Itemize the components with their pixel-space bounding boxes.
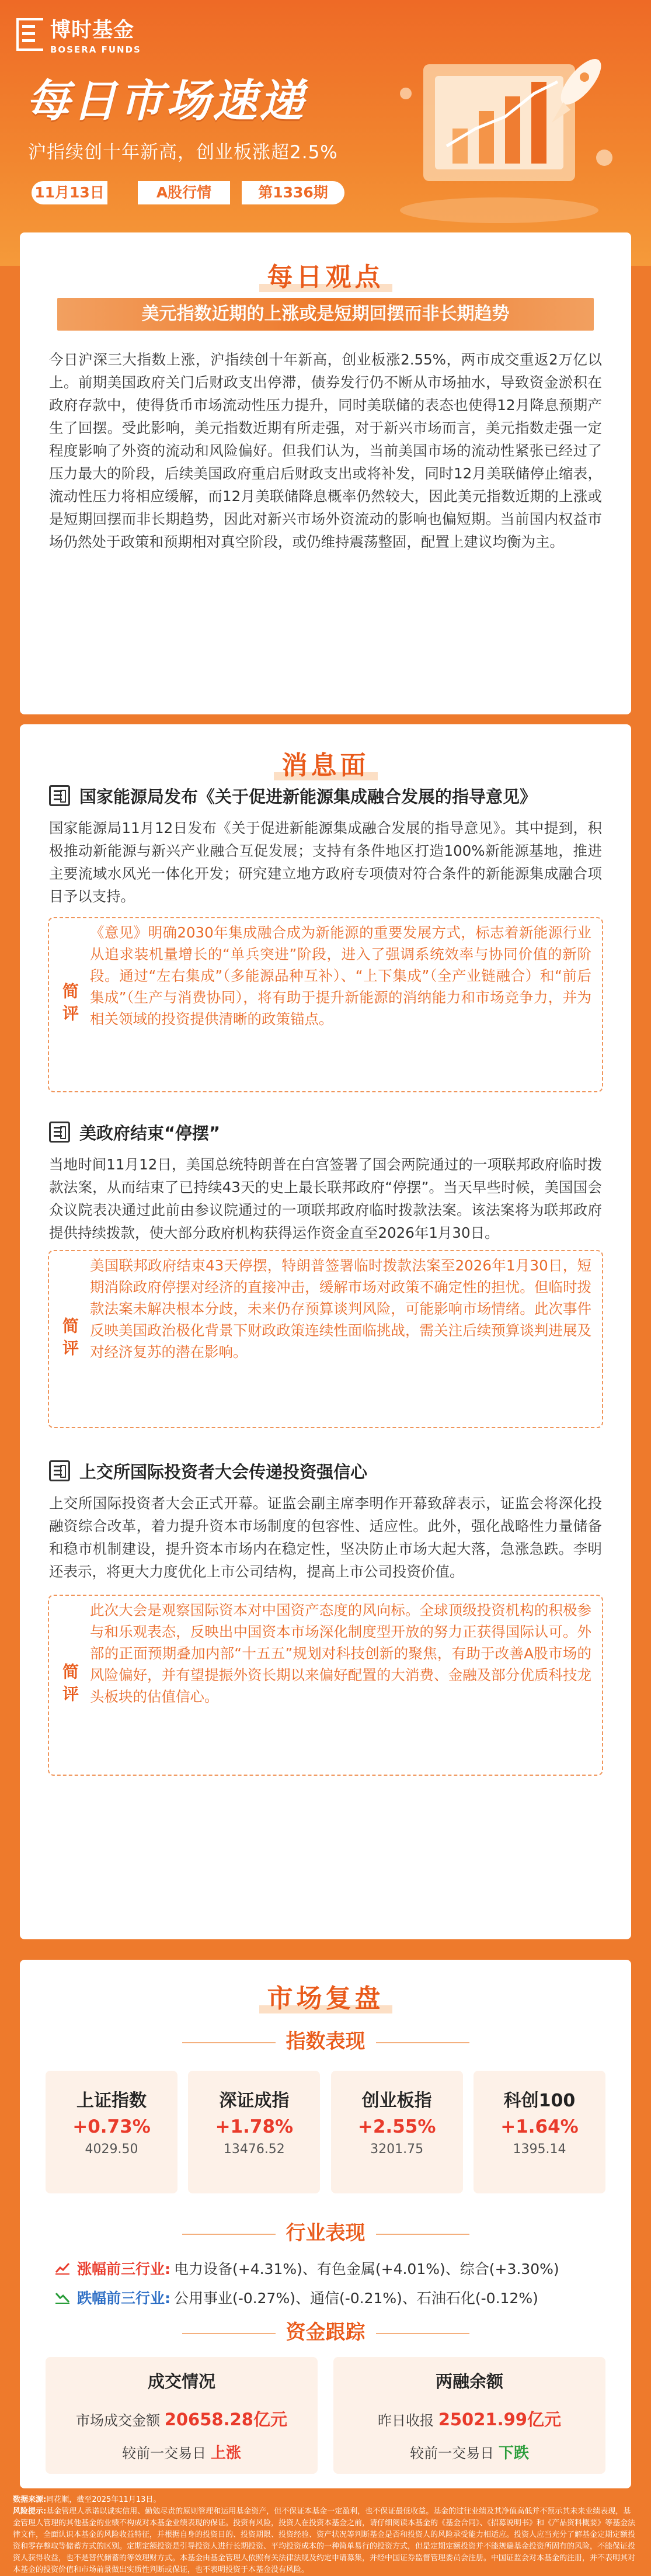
news-title: 消息面	[282, 744, 370, 782]
index-value: 1395.14	[513, 2142, 566, 2157]
industry-top-row	[55, 2258, 608, 2279]
turnover-value: 20658.28亿元	[164, 2410, 287, 2429]
index-change: +1.78%	[215, 2116, 294, 2137]
industry-subtitle: 行业表现	[20, 2217, 631, 2245]
logo-cn: 博时基金	[50, 19, 135, 42]
turnover-card: 成交情况 市场成交金额 20658.28亿元 较前一交易日 上涨	[46, 2357, 318, 2474]
turnover-compare: 上涨	[210, 2445, 241, 2462]
bosera-logo-icon	[16, 18, 43, 51]
news-item-1-body: 国家能源局11月12日发布《关于促进新能源集成融合发展的指导意见》。其中提到，积极推动新能源与新兴产业融合互促发展；支持有条件地区打造100%新能源基地，推进主要流域水风光一体化开发；研究建立地方政府专项债对符合条件的新能源集成融合项目予以支持。	[49, 820, 602, 905]
comment-text: 《意见》明确2030年集成融合成为新能源的重要发展方式，标志着新能源行业从追求装机量增长的“单兵突进”阶段，进入了强调系统效率与协同价值的新阶段。通过“左右集成”（多能源品种互补）、“上下集成”（全产业链融合）和“前后集成”（生产与消费协同），将有助于提升新能源的消纳能力和市场竞争力，并为相关领域的投资提供清晰的政策锚点。	[90, 924, 591, 1027]
logo-en: BOSERA FUNDS	[50, 44, 141, 55]
rocket-chart-illustration-icon	[382, 41, 628, 234]
page-title: 每日市场速递	[26, 75, 306, 127]
comment-tag: 简评	[60, 1317, 79, 1362]
capital-subtitle: 资金跟踪	[20, 2316, 631, 2345]
news-panel	[20, 724, 631, 1939]
index-cards	[46, 2071, 605, 2193]
comment-text: 美国联邦政府结束43天停摆，特朗普签署临时拨款法案至2026年1月30日，短期消除政府停摆对经济的直接冲击，缓解市场对政策不确定性的担忧。但临时拨款法案未解决根本分歧，未来仍存预算谈判风险，可能影响市场情绪。此次事件反映美国政治极化背景下财政政策连续性面临挑战，需关注后续预算谈判进展及对经济复苏的潜在影响。	[90, 1257, 591, 1360]
index-change: +2.55%	[357, 2116, 436, 2137]
news-item-3-body: 上交所国际投资者大会正式开幕。证监会副主席李明作开幕致辞表示，证监会将深化投融资综合改革，着力提升资本市场制度的包容性、适应性。此外，强化战略性力量储备和稳市机制建设，提升资本市场内在稳定性，坚决防止市场大起大落，急涨急跌。李明还表示，将更大力度优化上市公司结构，提高上市公司投资价值。	[49, 1495, 602, 1580]
news-item-1-title: 国家能源局发布《关于促进新能源集成融合发展的指导意见》	[49, 778, 608, 813]
margin-card: 两融余额 昨日收报 25021.99亿元 较前一交易日 下跌	[333, 2357, 605, 2474]
source-text: 同花顺，截至2025年11月13日。	[46, 2495, 161, 2504]
trend-up-icon	[55, 2262, 70, 2275]
market-panel	[20, 1960, 631, 2488]
market-badge: A股行情	[138, 181, 230, 204]
risk-label: 风险提示:	[13, 2507, 47, 2516]
index-value: 3201.75	[370, 2142, 424, 2157]
page-header	[0, 0, 651, 266]
daily-view-panel	[20, 232, 631, 714]
news-icon	[49, 1122, 70, 1143]
news-item-2-comment	[48, 1250, 603, 1428]
page-subtitle: 沪指续创十年新高，创业板涨超2.5%	[28, 142, 338, 163]
daily-view-headline: 美元指数近期的上涨或是短期回摆而非长期趋势	[57, 298, 594, 331]
index-card: 深证成指 +1.78% 13476.52	[188, 2071, 320, 2193]
industry-bottom-label: 跌幅前三行业:	[77, 2290, 170, 2307]
news-icon	[49, 1460, 70, 1481]
daily-view-title: 每日观点	[267, 256, 384, 293]
capital-cards	[46, 2357, 605, 2474]
risk-text: 基金管理人承诺以诚实信用、勤勉尽责的原则管理和运用基金资产，但不保证本基金一定盈利，也不保证最低收益。基金的过往业绩及其净值高低并不预示其未来业绩表现，基金管理人管理的其他基金的业绩不构成对本基金业绩表现的保证。投资有风险，投资人在投资本基金之前，请仔细阅读本基金的《基金合同》、《招募说明书》和《产品资料概要》等基金法律文件，全面认识本基金的风险收益特征，并根据自身的投资目的、投资期限、投资经验、资产状况等判断基金是否和投资人的风险承受能力相适应。投资人应当充分了解基金定期定额投资和零存整取等储蓄方式的区别。定期定额投资是引导投资人进行长期投资、平均投资成本的一种简单易行的投资方式，但是定期定额投资并不能规避基金投资所固有的风险，不能保证投资人获得收益，也不是替代储蓄的等效理财方式。本基金由基金管理人依照有关法律法规及约定申请募集，并经中国证券监督管理委员会注册。中国证监会对本基金的注册，并不表明其对本基金的投资价值和市场前景做出实质性判断或保证，也不表明投资于本基金没有风险。	[13, 2507, 636, 2574]
index-card: 科创100 +1.64% 1395.14	[474, 2071, 605, 2193]
news-item-2-body: 当地时间11月12日，美国总统特朗普在白宫签署了国会两院通过的一项联邦政府临时拨款法案，从而结束了已持续43天的史上最长联邦政府“停摆”。当天早些时候，美国国会众议院表决通过此前由参议院通过的一项联邦政府临时拨款法案。该法案将为联邦政府提供持续拨款，使大部分政府机构获得运作资金直至2026年1月30日。	[49, 1156, 602, 1241]
trend-down-icon	[55, 2291, 70, 2304]
news-item-3-comment	[48, 1595, 603, 1776]
margin-compare: 下跌	[498, 2445, 529, 2462]
industry-top-text: 电力设备(+4.31%)、有色金属(+4.01%)、综合(+3.30%)	[174, 2261, 559, 2278]
index-change: +0.73%	[72, 2116, 151, 2137]
industry-bottom-text: 公用事业(-0.27%)、通信(-0.21%)、石油石化(-0.12%)	[174, 2290, 538, 2307]
comment-tag: 简评	[60, 1663, 79, 1707]
industry-bottom-row	[55, 2287, 608, 2308]
market-title: 市场复盘	[267, 1977, 384, 2015]
index-card: 上证指数 +0.73% 4029.50	[46, 2071, 177, 2193]
comment-tag: 简评	[60, 983, 79, 1027]
margin-value: 25021.99亿元	[438, 2410, 561, 2429]
index-value: 4029.50	[85, 2142, 138, 2157]
news-icon	[49, 785, 70, 806]
issue-badge: 第1336期	[242, 181, 344, 204]
brand-logo	[16, 14, 141, 55]
comment-text: 此次大会是观察国际资本对中国资产态度的风向标。全球顶级投资机构的积极参与和乐观表态，反映出中国资本市场深化制度型开放的努力正获得国际认可。外部的正面预期叠加内部“十五五”规划对科技创新的聚焦，有助于改善A股市场的风险偏好，并有望提振外资长期以来偏好配置的大消费、金融及部分优质科技龙头板块的估值信心。	[90, 1602, 591, 1705]
news-item-3-title: 上交所国际投资者大会传递投资强信心	[49, 1453, 608, 1488]
daily-view-body: 今日沪深三大指数上涨，沪指续创十年新高，创业板涨2.55%，两市成交重返2万亿以上。前期美国政府关门后财政支出停滞，债券发行仍不断从市场抽水，导致资金淤积在政府存款中，使得货币市场流动性压力提升，同时美联储的表态也使得12月降息预期产生了回摆。受此影响，美元指数近期有所走强，对于新兴市场而言，美元指数走强一定程度影响了外资的流动和风险偏好。但我们认为，当前美国市场的流动性紧张已经过了压力最大的阶段，后续美国政府重启后财政支出或将补发，同时12月美联储停止缩表，流动性压力将相应缓解，而12月美联储降息概率仍然较大，因此美元指数近期的上涨或是短期回摆而非长期趋势，因此对新兴市场外资流动的影响也偏短期。当前国内权益市场仍然处于政策和预期相对真空阶段，或仍维持震荡整固，配置上建议均衡为主。	[49, 351, 602, 550]
disclaimer-footer	[13, 2494, 638, 2576]
news-item-2-title: 美政府结束“停摆”	[49, 1115, 608, 1150]
date-badge: 11月13日	[32, 181, 107, 204]
news-item-1-comment	[48, 917, 603, 1092]
index-card: 创业板指 +2.55% 3201.75	[331, 2071, 463, 2193]
source-label: 数据来源:	[13, 2495, 47, 2504]
index-subtitle: 指数表现	[20, 2025, 631, 2054]
industry-top-label: 涨幅前三行业:	[77, 2261, 170, 2278]
index-value: 13476.52	[223, 2142, 285, 2157]
index-change: +1.64%	[500, 2116, 579, 2137]
